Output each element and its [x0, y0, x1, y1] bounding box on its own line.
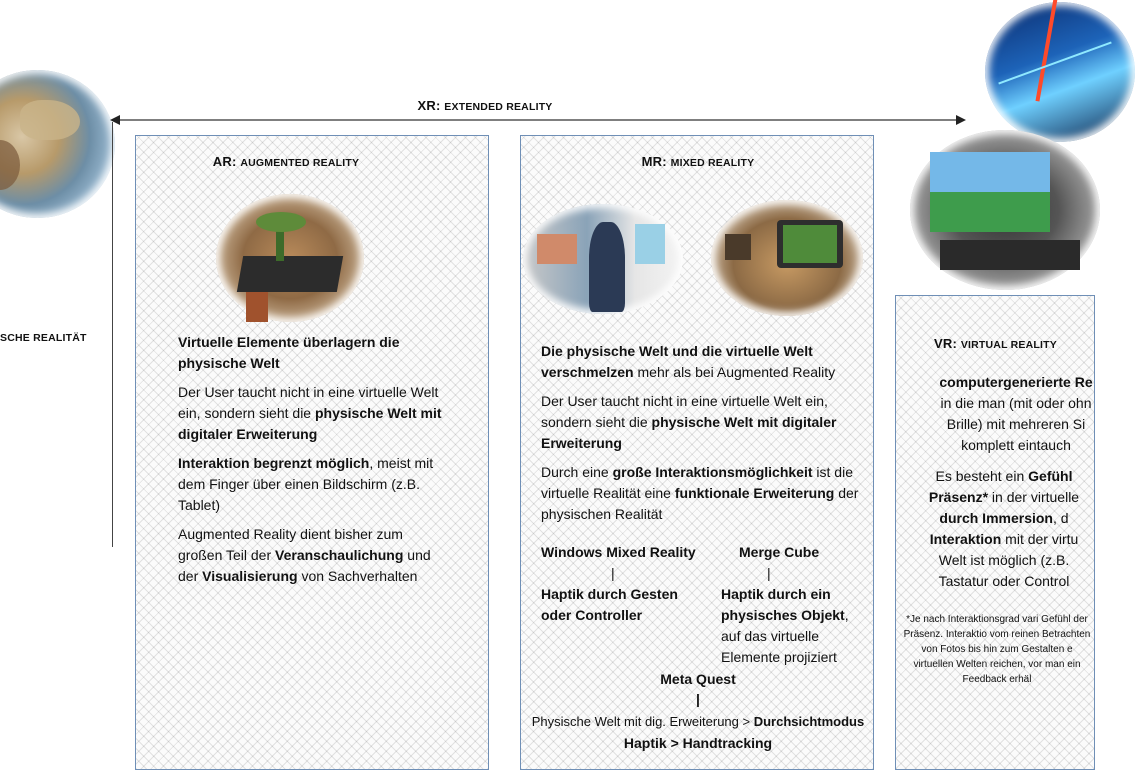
- wmr-title: Windows Mixed Reality: [541, 544, 696, 560]
- cube-title: Merge Cube: [739, 544, 820, 560]
- vr-panel: [895, 295, 1095, 770]
- cube-text: Haptik durch ein physisches Objekt, auf das virtuelle Elemente projiziert: [721, 586, 849, 665]
- mr-panel: [520, 135, 874, 770]
- xr-arrow: [108, 112, 968, 128]
- mr-hololens-image: [523, 204, 683, 314]
- vr-para-1: computergenerierte Re in die man (mit oder ohn Brille) mit mehreren Si komplett eintauch: [939, 374, 1093, 453]
- vr-heading: VR: VIRTUAL REALITY: [934, 336, 1057, 351]
- ar-para-4: Augmented Reality dient bisher zum großen Teil der Veranschaulichung und der Visualisierung von Sachverhalten: [178, 526, 431, 584]
- mr-merge-cube-image: [711, 200, 863, 316]
- vr-footnote: *Je nach Interaktionsgrad vari Gefühl der Präsenz. Interaktio vom reinen Betrachten von Fotos bis hin zum Gestalten e virtuellen Welten reichen, vor man ein Feedback erhäl: [903, 614, 1091, 685]
- quest-title: Meta Quest: [660, 671, 736, 687]
- vr-para-2: Es besteht ein Gefühl Präsenz* in der virtuelle durch Immersion, d Interaktion mit der virtu Welt ist möglich (z.B. Tastatur oder Control: [928, 468, 1080, 589]
- mr-para-1: Die physische Welt und die virtuelle Welt verschmelzen mehr als bei Augmented Reality: [541, 343, 836, 380]
- ar-para-1: Virtuelle Elemente überlagern die physische Welt: [178, 334, 400, 371]
- left-map-image: [0, 70, 115, 218]
- left-vertical-line: [112, 122, 113, 547]
- quest-line-2: Haptik > Handtracking: [623, 735, 773, 751]
- mr-para-2: Der User taucht nicht in eine virtuelle Welt ein, sondern sieht die physische Welt mit digitaler Erweiterung: [541, 393, 837, 451]
- ar-image: [216, 194, 364, 322]
- ar-heading: AR: AUGMENTED REALITY: [212, 154, 360, 169]
- physical-reality-label: SCHE REALITÄT: [0, 332, 87, 344]
- xr-heading: XR: EXTENDED REALITY: [417, 98, 553, 113]
- vr-laptop-image: [910, 130, 1100, 290]
- vr-beat-saber-image: [985, 2, 1135, 142]
- mr-heading: MR: MIXED REALITY: [641, 154, 755, 169]
- ar-panel: [135, 135, 489, 770]
- ar-para-3: Interaktion begrenzt möglich, meist mit dem Finger über einen Bildschirm (z.B. Tablet): [178, 455, 434, 513]
- mr-para-3: Durch eine große Interaktionsmöglichkeit ist die virtuelle Realität eine funktionale Erweiterung der physischen Realität: [541, 464, 859, 522]
- cube-bar: |: [767, 565, 771, 581]
- ar-para-2: Der User taucht nicht in eine virtuelle Welt ein, sondern sieht die physische Welt mit digitaler Erweiterung: [178, 384, 442, 442]
- quest-line-1: Physische Welt mit dig. Erweiterung > Durchsichtmodus: [531, 714, 865, 729]
- quest-bar: |: [696, 691, 700, 707]
- wmr-bar: |: [611, 565, 615, 581]
- wmr-text: Haptik durch Gesten oder Controller: [541, 586, 678, 623]
